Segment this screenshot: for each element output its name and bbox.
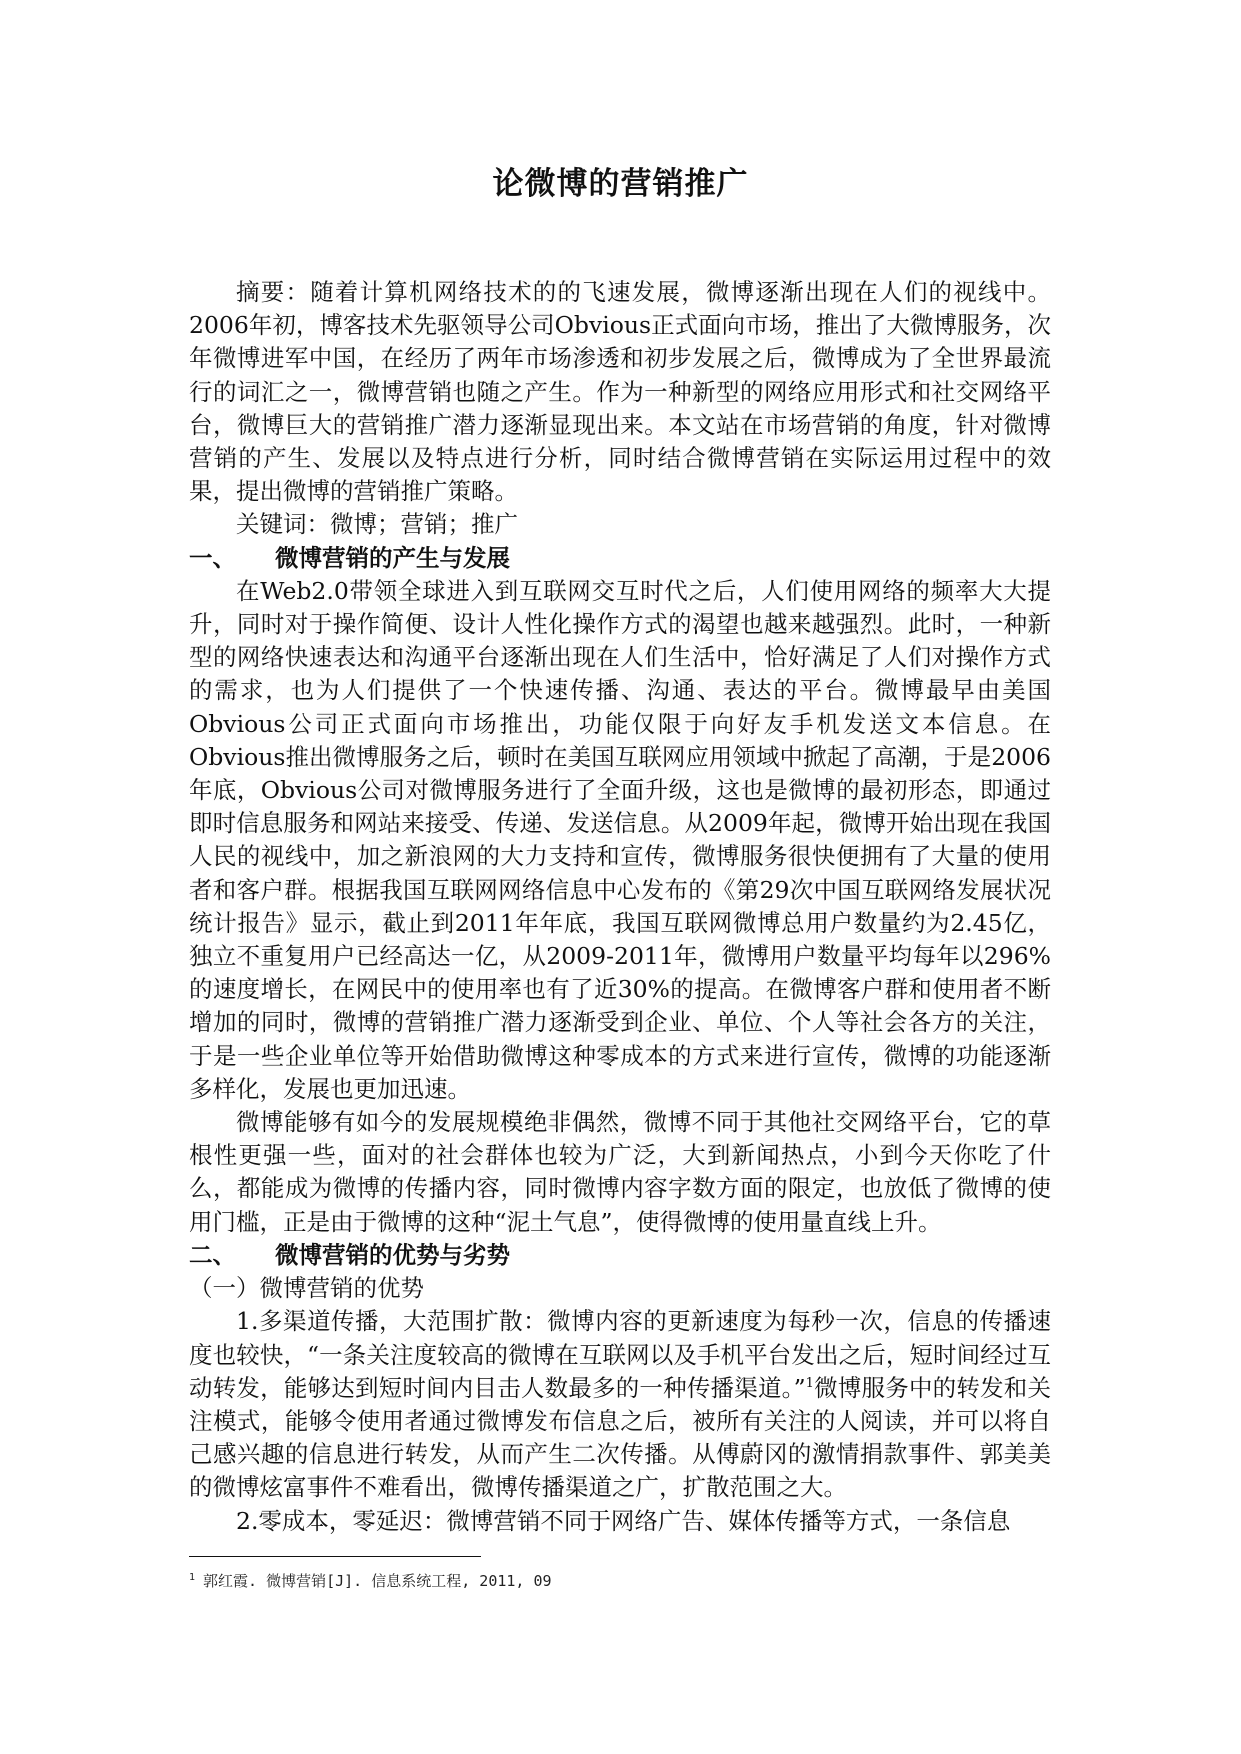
abstract-paragraph: 摘要：随着计算机网络技术的的飞速发展，微博逐渐出现在人们的视线中。2006年初，博客技术先驱领导公司Obvious正式面向市场，推出了大微博服务，次年微博进军中国，在经历了两年市场渗透和初步发展之后，微博成为了全世界最流行的词汇之一，微博营销也随之产生。作为一种新型的网络应用形式和社交网络平台，微博巨大的营销推广潜力逐渐显现出来。本文站在市场营销的角度，针对微博营销的产生、发展以及特点进行分析，同时结合微博营销在实际运用过程中的效果，提出微博的营销推广策略。	[189, 278, 1051, 506]
body-paragraph	[189, 1305, 1051, 1504]
body-paragraph: 微博能够有如今的发展规模绝非偶然，微博不同于其他社交网络平台，它的草根性更强一些，面对的社会群体也较为广泛，大到新闻热点，小到今天你吃了什么，都能成为微博的传播内容，同时微博内容字数方面的限定，也放低了微博的使用门槛，正是由于微博的这种“泥土气息”，使得微博的使用量直线上升。	[189, 1108, 1051, 1236]
footnote-text: 郭红霞. 微博营销[J]. 信息系统工程, 2011, 09	[203, 1572, 552, 1590]
section-number: 一、	[189, 543, 236, 572]
body-paragraph: 在Web2.0带领全球进入到互联网交互时代之后，人们使用网络的频率大大提升，同时对于操作简便、设计人性化操作方式的渴望也越来越强烈。此时，一种新型的网络快速表达和沟通平台逐渐出现在人们生活中，恰好满足了人们对操作方式的需求，也为人们提供了一个快速传播、沟通、表达的平台。微博最早由美国Obvious公司正式面向市场推出，功能仅限于向好友手机发送文本信息。在Obvious推出微博服务之后，顿时在美国互联网应用领域中掀起了高潮，于是2006年底，Obvious公司对微博服务进行了全面升级，这也是微博的最初形态，即通过即时信息服务和网站来接受、传递、发送信息。从2009年起，微博开始出现在我国人民的视线中，加之新浪网的大力支持和宣传，微博服务很快便拥有了大量的使用者和客户群。根据我国互联网网络信息中心发布的《第29次中国互联网络发展状况统计报告》显示，截止到2011年年底，我国互联网微博总用户数量约为2.45亿，独立不重复用户已经高达一亿，从2009-2011年，微博用户数量平均每年以296%的速度增长，在网民中的使用率也有了近30%的提高。在微博客户群和使用者不断增加的同时，微博的营销推广潜力逐渐受到企业、单位、个人等社会各方的关注，于是一些企业单位等开始借助微博这种零成本的方式来进行宣传，微博的功能逐渐多样化，发展也更加迅速。	[189, 576, 1051, 1103]
section-number: 二、	[189, 1240, 236, 1269]
body-text	[189, 276, 1051, 1538]
footnote	[189, 1568, 1051, 1591]
footnote-marker: 1	[189, 1572, 196, 1583]
footnote-separator	[189, 1556, 481, 1557]
section-title: 微博营销的优势与劣势	[275, 1240, 510, 1269]
section-title: 微博营销的产生与发展	[275, 543, 510, 572]
keywords-line: 关键词：微博；营销；推广	[236, 510, 518, 539]
section-heading-2	[189, 1239, 1051, 1272]
page-title: 论微博的营销推广	[492, 166, 749, 202]
footnote-reference[interactable]: 1	[805, 1375, 814, 1391]
paragraph-text: 1.多渠道传播，大范围扩散：微博内容的更新速度为每秒一次，信息的传播速度也较快，“一条关注度较高的微博在互联网以及手机平台发出之后，短时间经过互动转发，能够达到短时间内目击人数最多的一种传播渠道。”	[189, 1307, 1051, 1402]
body-paragraph: 2.零成本，零延迟：微博营销不同于网络广告、媒体传播等方式，一条信息	[236, 1506, 1011, 1535]
section-heading-1	[189, 542, 1051, 575]
subsection-heading: （一）微博营销的优势	[189, 1274, 424, 1303]
paragraph-text: 微博服务中的转发和关注模式，能够令使用者通过微博发布信息之后，被所有关注的人阅读，并可以将自己感兴趣的信息进行转发，从而产生二次传播。从傅蔚冈的激情捐款事件、郭美美的微博炫富事件不难看出，微博传播渠道之广，扩散范围之大。	[189, 1373, 1052, 1502]
